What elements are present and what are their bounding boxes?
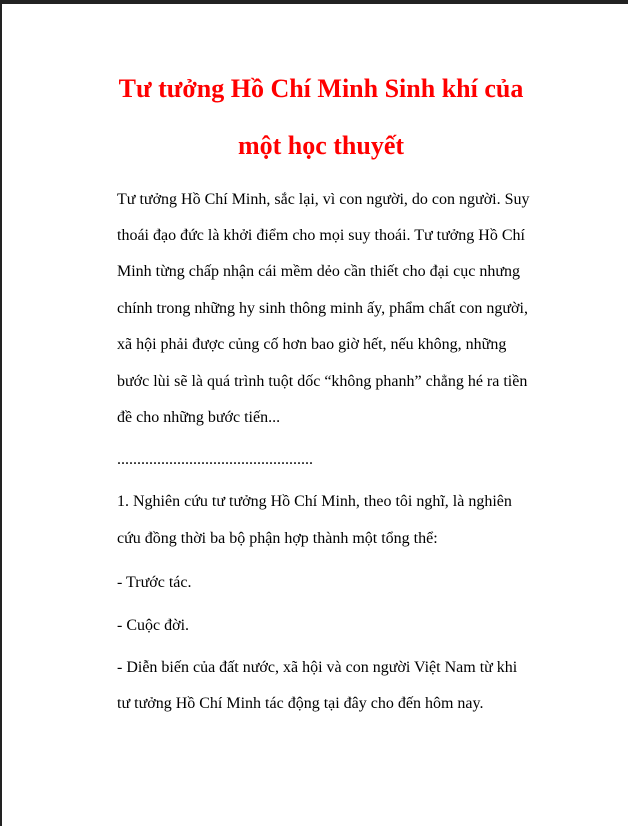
bullet-item-truoc-tac: - Trước tác. — [117, 574, 192, 591]
intro-line: Tư tưởng Hồ Chí Minh, sắc lại, vì con người, do con người. Suy — [117, 191, 530, 208]
document-page — [2, 4, 628, 826]
section-separator: ................................................. — [117, 451, 313, 468]
intro-line: xã hội phải được củng cố hơn bao giờ hết, nếu không, những — [117, 336, 507, 353]
intro-line: thoái đạo đức là khởi điểm cho mọi suy thoái. Tư tưởng Hồ Chí — [117, 227, 525, 244]
intro-line: chính trong những hy sinh thông minh ấy, phẩm chất con người, — [117, 300, 528, 317]
bullet-item-dien-bien: - Diễn biến của đất nước, xã hội và con người Việt Nam từ khi — [117, 659, 518, 676]
section-1-line: cứu đồng thời ba bộ phận hợp thành một tổng thể: — [117, 530, 438, 547]
document-title-line-1: Tư tưởng Hồ Chí Minh Sinh khí của — [118, 74, 524, 103]
intro-line: Minh từng chấp nhận cái mềm dẻo cần thiết cho đại cục nhưng — [117, 263, 520, 280]
intro-line: đề cho những bước tiến... — [117, 409, 281, 426]
document-title-line-2: một học thuyết — [237, 131, 405, 160]
intro-line: bước lùi sẽ là quá trình tuột dốc “không phanh” chẳng hé ra tiền — [117, 373, 528, 390]
bullet-item-continuation: tư tưởng Hồ Chí Minh tác động tại đây cho đến hôm nay. — [117, 695, 484, 712]
section-1-line: 1. Nghiên cứu tư tưởng Hồ Chí Minh, theo tôi nghĩ, là nghiên — [117, 493, 512, 510]
bullet-item-cuoc-doi: - Cuộc đời. — [117, 617, 190, 634]
